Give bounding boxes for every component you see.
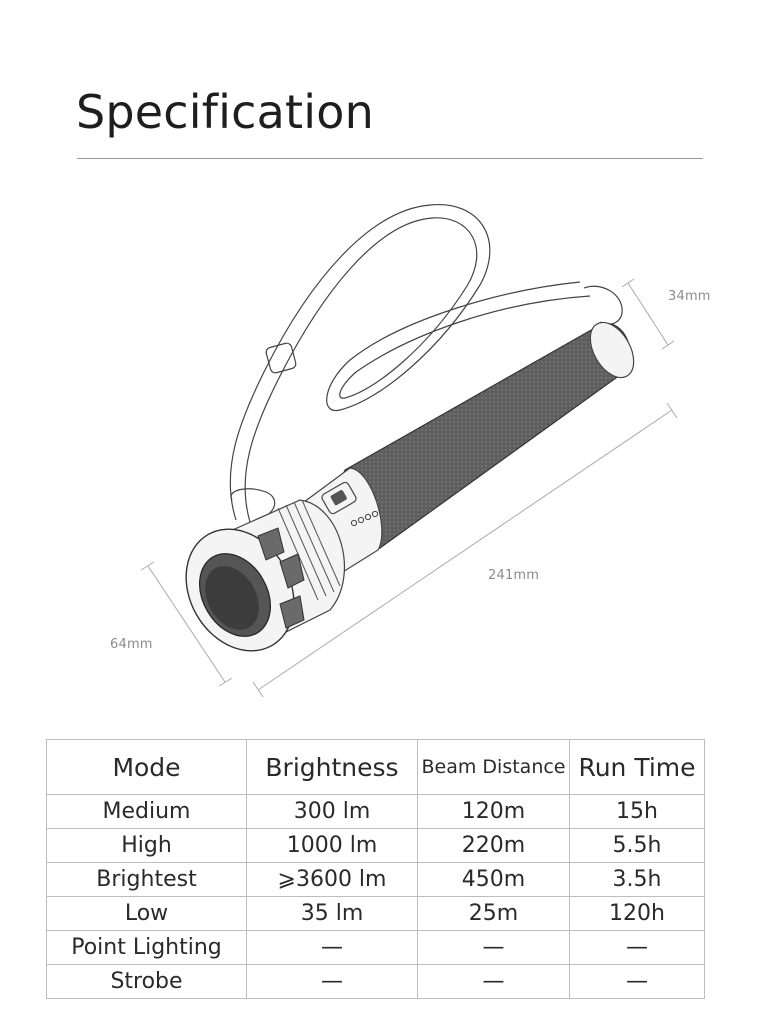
header-brightness: Brightness [247, 740, 418, 795]
cell-mode: High [47, 829, 247, 863]
cell-run-time: 15h [570, 795, 705, 829]
cell-beam-distance: — [418, 965, 570, 999]
cell-run-time: — [570, 931, 705, 965]
cell-mode: Medium [47, 795, 247, 829]
table-row [47, 965, 705, 999]
dimension-length-label: 241mm [488, 568, 540, 583]
dimension-height-label: 34mm [668, 289, 711, 304]
cell-beam-distance: 220m [418, 829, 570, 863]
title-divider [77, 158, 703, 159]
flashlight-body [165, 315, 643, 670]
specification-table [46, 739, 705, 999]
table-row [47, 897, 705, 931]
cell-mode: Brightest [47, 863, 247, 897]
cell-beam-distance: — [418, 931, 570, 965]
table-row [47, 863, 705, 897]
table-row [47, 931, 705, 965]
table-row [47, 829, 705, 863]
cell-brightness: 1000 lm [247, 829, 418, 863]
cell-brightness: — [247, 965, 418, 999]
cell-brightness: 35 lm [247, 897, 418, 931]
cell-run-time: 120h [570, 897, 705, 931]
flashlight-illustration [0, 180, 767, 710]
dimension-diameter-label: 64mm [110, 637, 153, 652]
table-header-row [47, 740, 705, 795]
cell-beam-distance: 450m [418, 863, 570, 897]
cell-mode: Point Lighting [47, 931, 247, 965]
cell-run-time: 3.5h [570, 863, 705, 897]
table-row [47, 795, 705, 829]
cell-run-time: — [570, 965, 705, 999]
page-title: Specification [76, 85, 374, 139]
cell-beam-distance: 25m [418, 897, 570, 931]
cell-run-time: 5.5h [570, 829, 705, 863]
cell-brightness: 300 lm [247, 795, 418, 829]
header-run-time: Run Time [570, 740, 705, 795]
cell-mode: Low [47, 897, 247, 931]
cell-beam-distance: 120m [418, 795, 570, 829]
header-beam-distance: Beam Distance [418, 740, 570, 795]
cell-mode: Strobe [47, 965, 247, 999]
cell-brightness: — [247, 931, 418, 965]
cell-brightness: ⩾3600 lm [247, 863, 418, 897]
header-mode: Mode [47, 740, 247, 795]
